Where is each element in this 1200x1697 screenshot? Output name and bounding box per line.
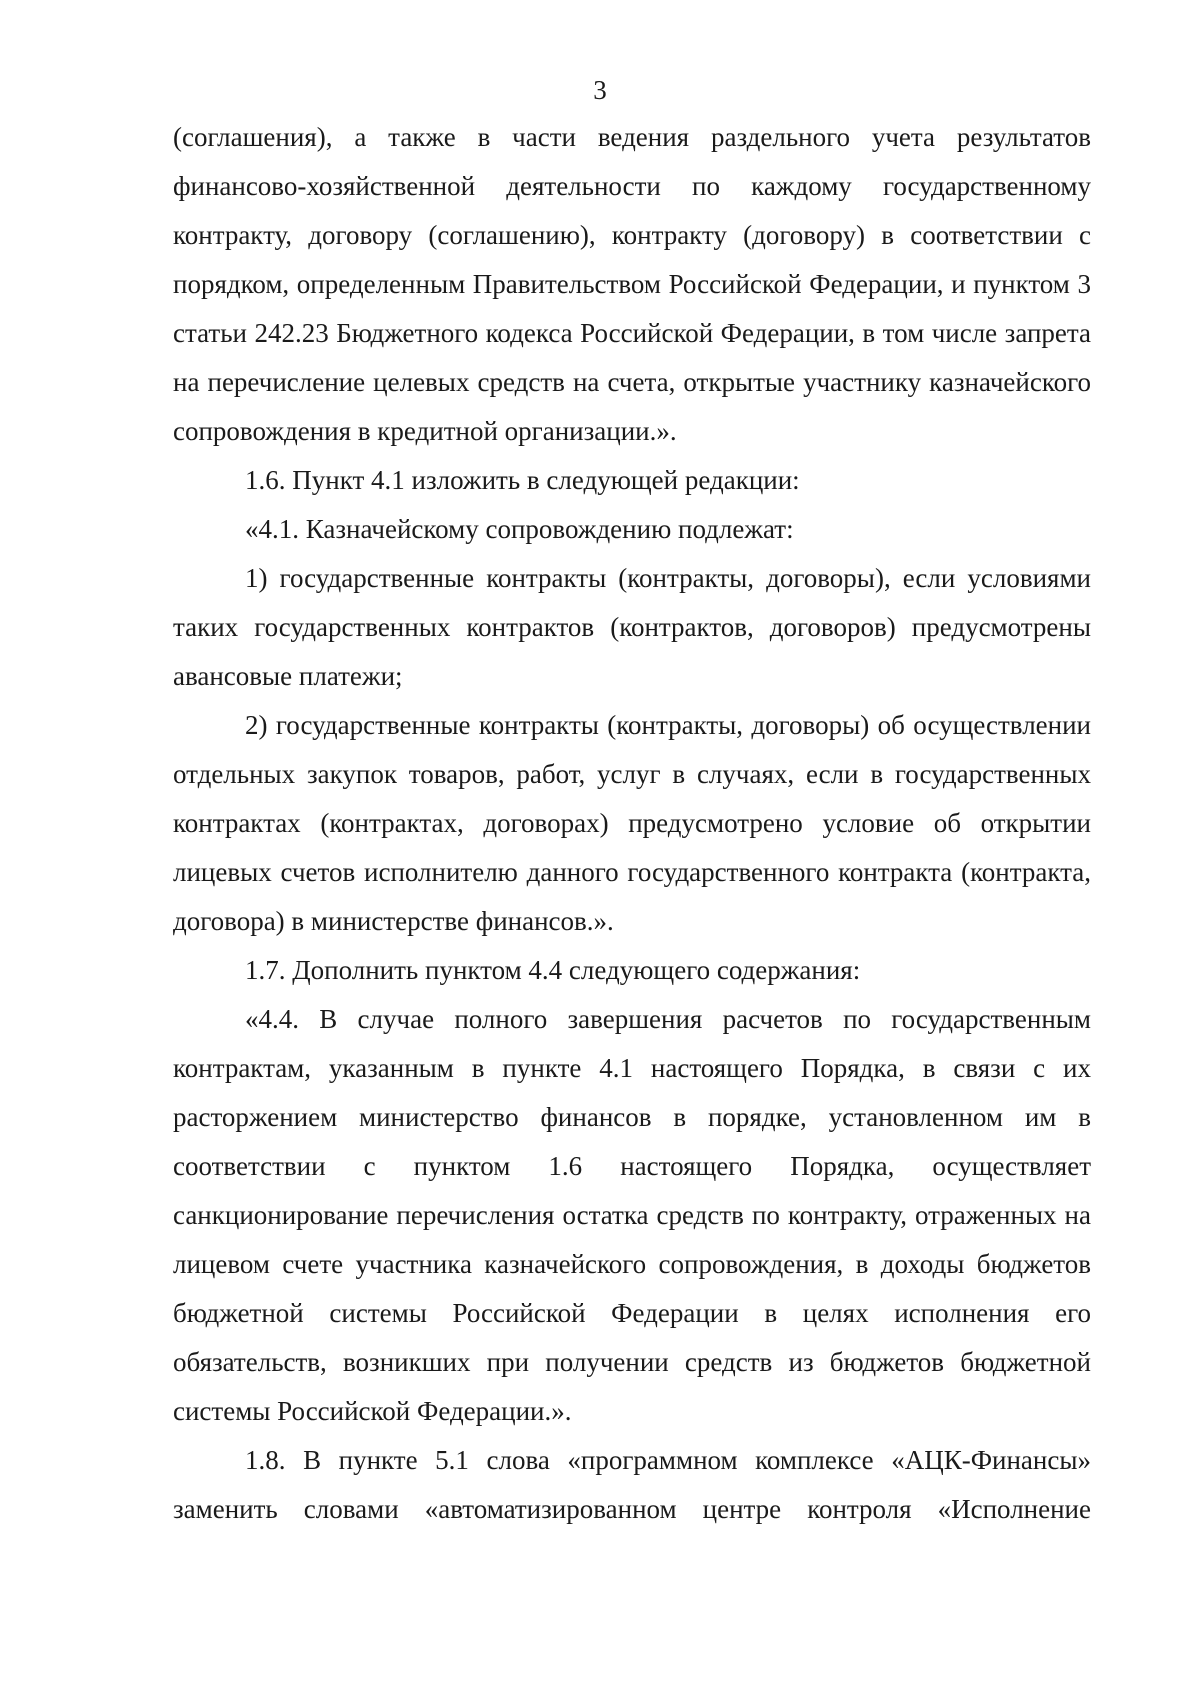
paragraph-1-7: 1.7. Дополнить пунктом 4.4 следующего содержания: [245,955,861,985]
paragraph-continuation: (соглашения), а также в части ведения раздельного учета результатов финансово-хозяйственной деятельности по каждому государственному контракту, договору (соглашению), контракту (договору) в соответствии с порядком, определенным Правительством Российской Федерации, и пунктом 3 статьи 242.23 Бюджетного кодекса Российской Федерации, в том числе запрета на перечисление целевых средств на счета, открытые участнику казначейского сопровождения в кредитной организации.». [173,122,1091,446]
paragraph-1-8: 1.8. В пункте 5.1 слова «программном комплексе «АЦК-Финансы» заменить словами «автоматизированном центре контроля «Исполнение [173,1445,1091,1524]
document-body [173,113,1091,1534]
page-number: 3 [593,75,607,105]
paragraph-4-1-item-2: 2) государственные контракты (контракты, договоры) об осуществлении отдельных закупок товаров, работ, услуг в случаях, если в государственных контрактах (контрактах, договорах) предусмотрено условие об открытии лицевых счетов исполнителю данного государственного контракта (контракта, договора) в министерстве финансов.». [173,710,1091,936]
paragraph-4-4: «4.4. В случае полного завершения расчетов по государственным контрактам, указанным в пункте 4.1 настоящего Порядка, в связи с их расторжением министерство финансов в порядке, установленном им в соответствии с пунктом 1.6 настоящего Порядка, осуществляет санкционирование перечисления остатка средств по контракту, отраженных на лицевом счете участника казначейского сопровождения, в доходы бюджетов бюджетной системы Российской Федерации в целях исполнения его обязательств, возникших при получении средств из бюджетов бюджетной системы Российской Федерации.». [173,1004,1091,1426]
paragraph-1-6: 1.6. Пункт 4.1 изложить в следующей редакции: [245,465,800,495]
paragraph-4-1-item-1: 1) государственные контракты (контракты, договоры), если условиями таких государственных контрактов (контрактов, договоров) предусмотрены авансовые платежи; [173,563,1091,691]
paragraph-4-1: «4.1. Казначейскому сопровождению подлежат: [245,514,794,544]
